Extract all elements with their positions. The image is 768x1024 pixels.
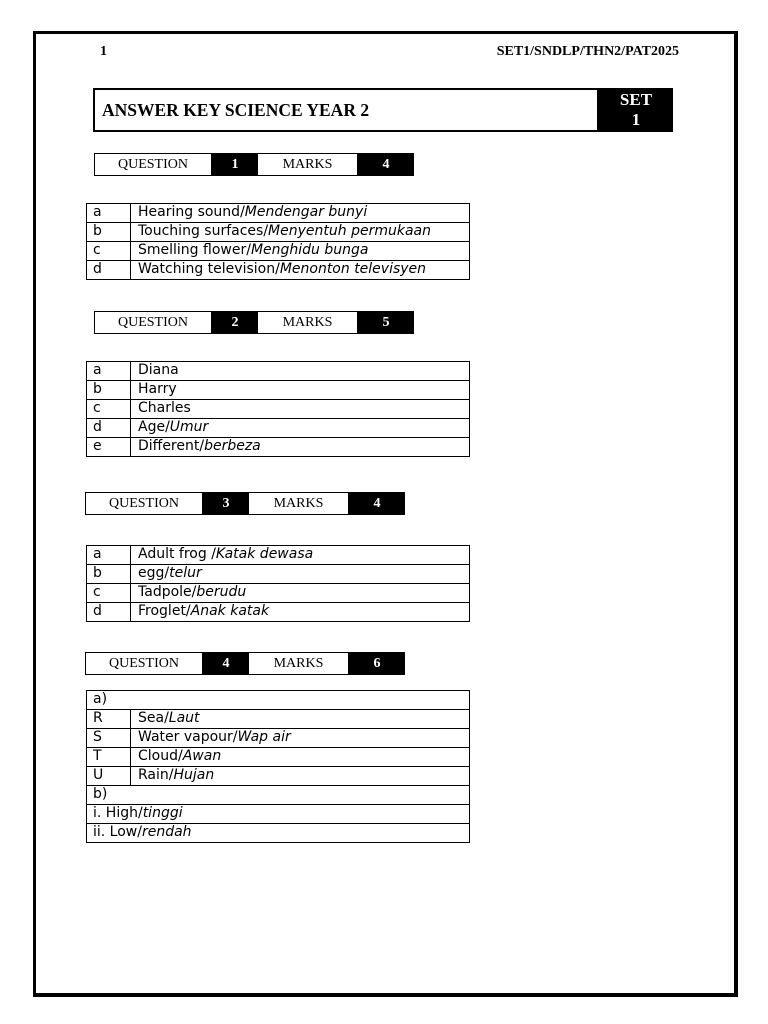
table-row bbox=[87, 786, 470, 805]
question-label: QUESTION bbox=[94, 311, 212, 334]
table-row bbox=[87, 419, 470, 438]
question-number: 2 bbox=[212, 311, 258, 334]
answer-text: Diana bbox=[131, 362, 470, 381]
answer-key: c bbox=[87, 242, 131, 261]
answer-key: d bbox=[87, 419, 131, 438]
answer-key: b bbox=[87, 223, 131, 242]
table-row bbox=[87, 242, 470, 261]
marks-value: 5 bbox=[358, 311, 414, 334]
table-row bbox=[87, 565, 470, 584]
answer-text: Water vapour/Wap air bbox=[131, 729, 470, 748]
answer-key: d bbox=[87, 261, 131, 280]
title-box bbox=[93, 88, 673, 132]
marks-value: 6 bbox=[349, 652, 405, 675]
marks-label: MARKS bbox=[258, 311, 358, 334]
answer-key: U bbox=[87, 767, 131, 786]
answer-key: T bbox=[87, 748, 131, 767]
answer-text: egg/telur bbox=[131, 565, 470, 584]
table-row bbox=[87, 710, 470, 729]
answer-key: a bbox=[87, 362, 131, 381]
part-label: a) bbox=[87, 691, 470, 710]
answer-text: Age/Umur bbox=[131, 419, 470, 438]
answer-text: Rain/Hujan bbox=[131, 767, 470, 786]
question-1-header bbox=[94, 153, 414, 176]
answer-key: e bbox=[87, 438, 131, 457]
part-label: b) bbox=[87, 786, 470, 805]
table-row bbox=[87, 546, 470, 565]
answer-key: d bbox=[87, 603, 131, 622]
answer-text: Froglet/Anak katak bbox=[131, 603, 470, 622]
table-row bbox=[87, 729, 470, 748]
table-row bbox=[87, 204, 470, 223]
question-2-header bbox=[94, 311, 414, 334]
answer-text: Sea/Laut bbox=[131, 710, 470, 729]
set-number: 1 bbox=[631, 110, 641, 129]
table-row bbox=[87, 223, 470, 242]
question-number: 3 bbox=[203, 492, 249, 515]
table-row bbox=[87, 767, 470, 786]
question-1-answers bbox=[86, 203, 470, 280]
answer-text: Different/berbeza bbox=[131, 438, 470, 457]
answer-text: ii. Low/rendah bbox=[87, 824, 470, 843]
answer-text: Hearing sound/Mendengar bunyi bbox=[131, 204, 470, 223]
answer-text: Cloud/Awan bbox=[131, 748, 470, 767]
table-row bbox=[87, 261, 470, 280]
answer-text: Charles bbox=[131, 400, 470, 419]
question-number: 1 bbox=[212, 153, 258, 176]
marks-label: MARKS bbox=[249, 492, 349, 515]
table-row bbox=[87, 691, 470, 710]
question-2-answers bbox=[86, 361, 470, 457]
marks-label: MARKS bbox=[249, 652, 349, 675]
question-label: QUESTION bbox=[85, 492, 203, 515]
document-code: SET1/SNDLP/THN2/PAT2025 bbox=[496, 44, 679, 59]
answer-key: a bbox=[87, 204, 131, 223]
answer-key: c bbox=[87, 400, 131, 419]
marks-label: MARKS bbox=[258, 153, 358, 176]
question-label: QUESTION bbox=[94, 153, 212, 176]
marks-value: 4 bbox=[358, 153, 414, 176]
question-3-header bbox=[85, 492, 405, 515]
answer-key: S bbox=[87, 729, 131, 748]
answer-text: Adult frog /Katak dewasa bbox=[131, 546, 470, 565]
answer-text: Watching television/Menonton televisyen bbox=[131, 261, 470, 280]
table-row bbox=[87, 400, 470, 419]
answer-text: Smelling flower/Menghidu bunga bbox=[131, 242, 470, 261]
answer-key: b bbox=[87, 381, 131, 400]
answer-key: b bbox=[87, 565, 131, 584]
table-row bbox=[87, 824, 470, 843]
question-number: 4 bbox=[203, 652, 249, 675]
answer-key: a bbox=[87, 546, 131, 565]
table-row bbox=[87, 584, 470, 603]
table-row bbox=[87, 603, 470, 622]
question-4-answers bbox=[86, 690, 470, 843]
answer-text: Touching surfaces/Menyentuh permukaan bbox=[131, 223, 470, 242]
answer-text: Tadpole/berudu bbox=[131, 584, 470, 603]
answer-key: R bbox=[87, 710, 131, 729]
marks-value: 4 bbox=[349, 492, 405, 515]
question-3-answers bbox=[86, 545, 470, 622]
table-row bbox=[87, 748, 470, 767]
table-row bbox=[87, 362, 470, 381]
page-title: ANSWER KEY SCIENCE YEAR 2 bbox=[93, 88, 599, 132]
table-row bbox=[87, 438, 470, 457]
set-label: SET bbox=[619, 90, 653, 109]
question-label: QUESTION bbox=[85, 652, 203, 675]
answer-text: Harry bbox=[131, 381, 470, 400]
table-row bbox=[87, 805, 470, 824]
question-4-header bbox=[85, 652, 405, 675]
answer-key: c bbox=[87, 584, 131, 603]
table-row bbox=[87, 381, 470, 400]
set-badge bbox=[599, 88, 673, 132]
page-number: 1 bbox=[100, 44, 107, 59]
answer-text: i. High/tinggi bbox=[87, 805, 470, 824]
